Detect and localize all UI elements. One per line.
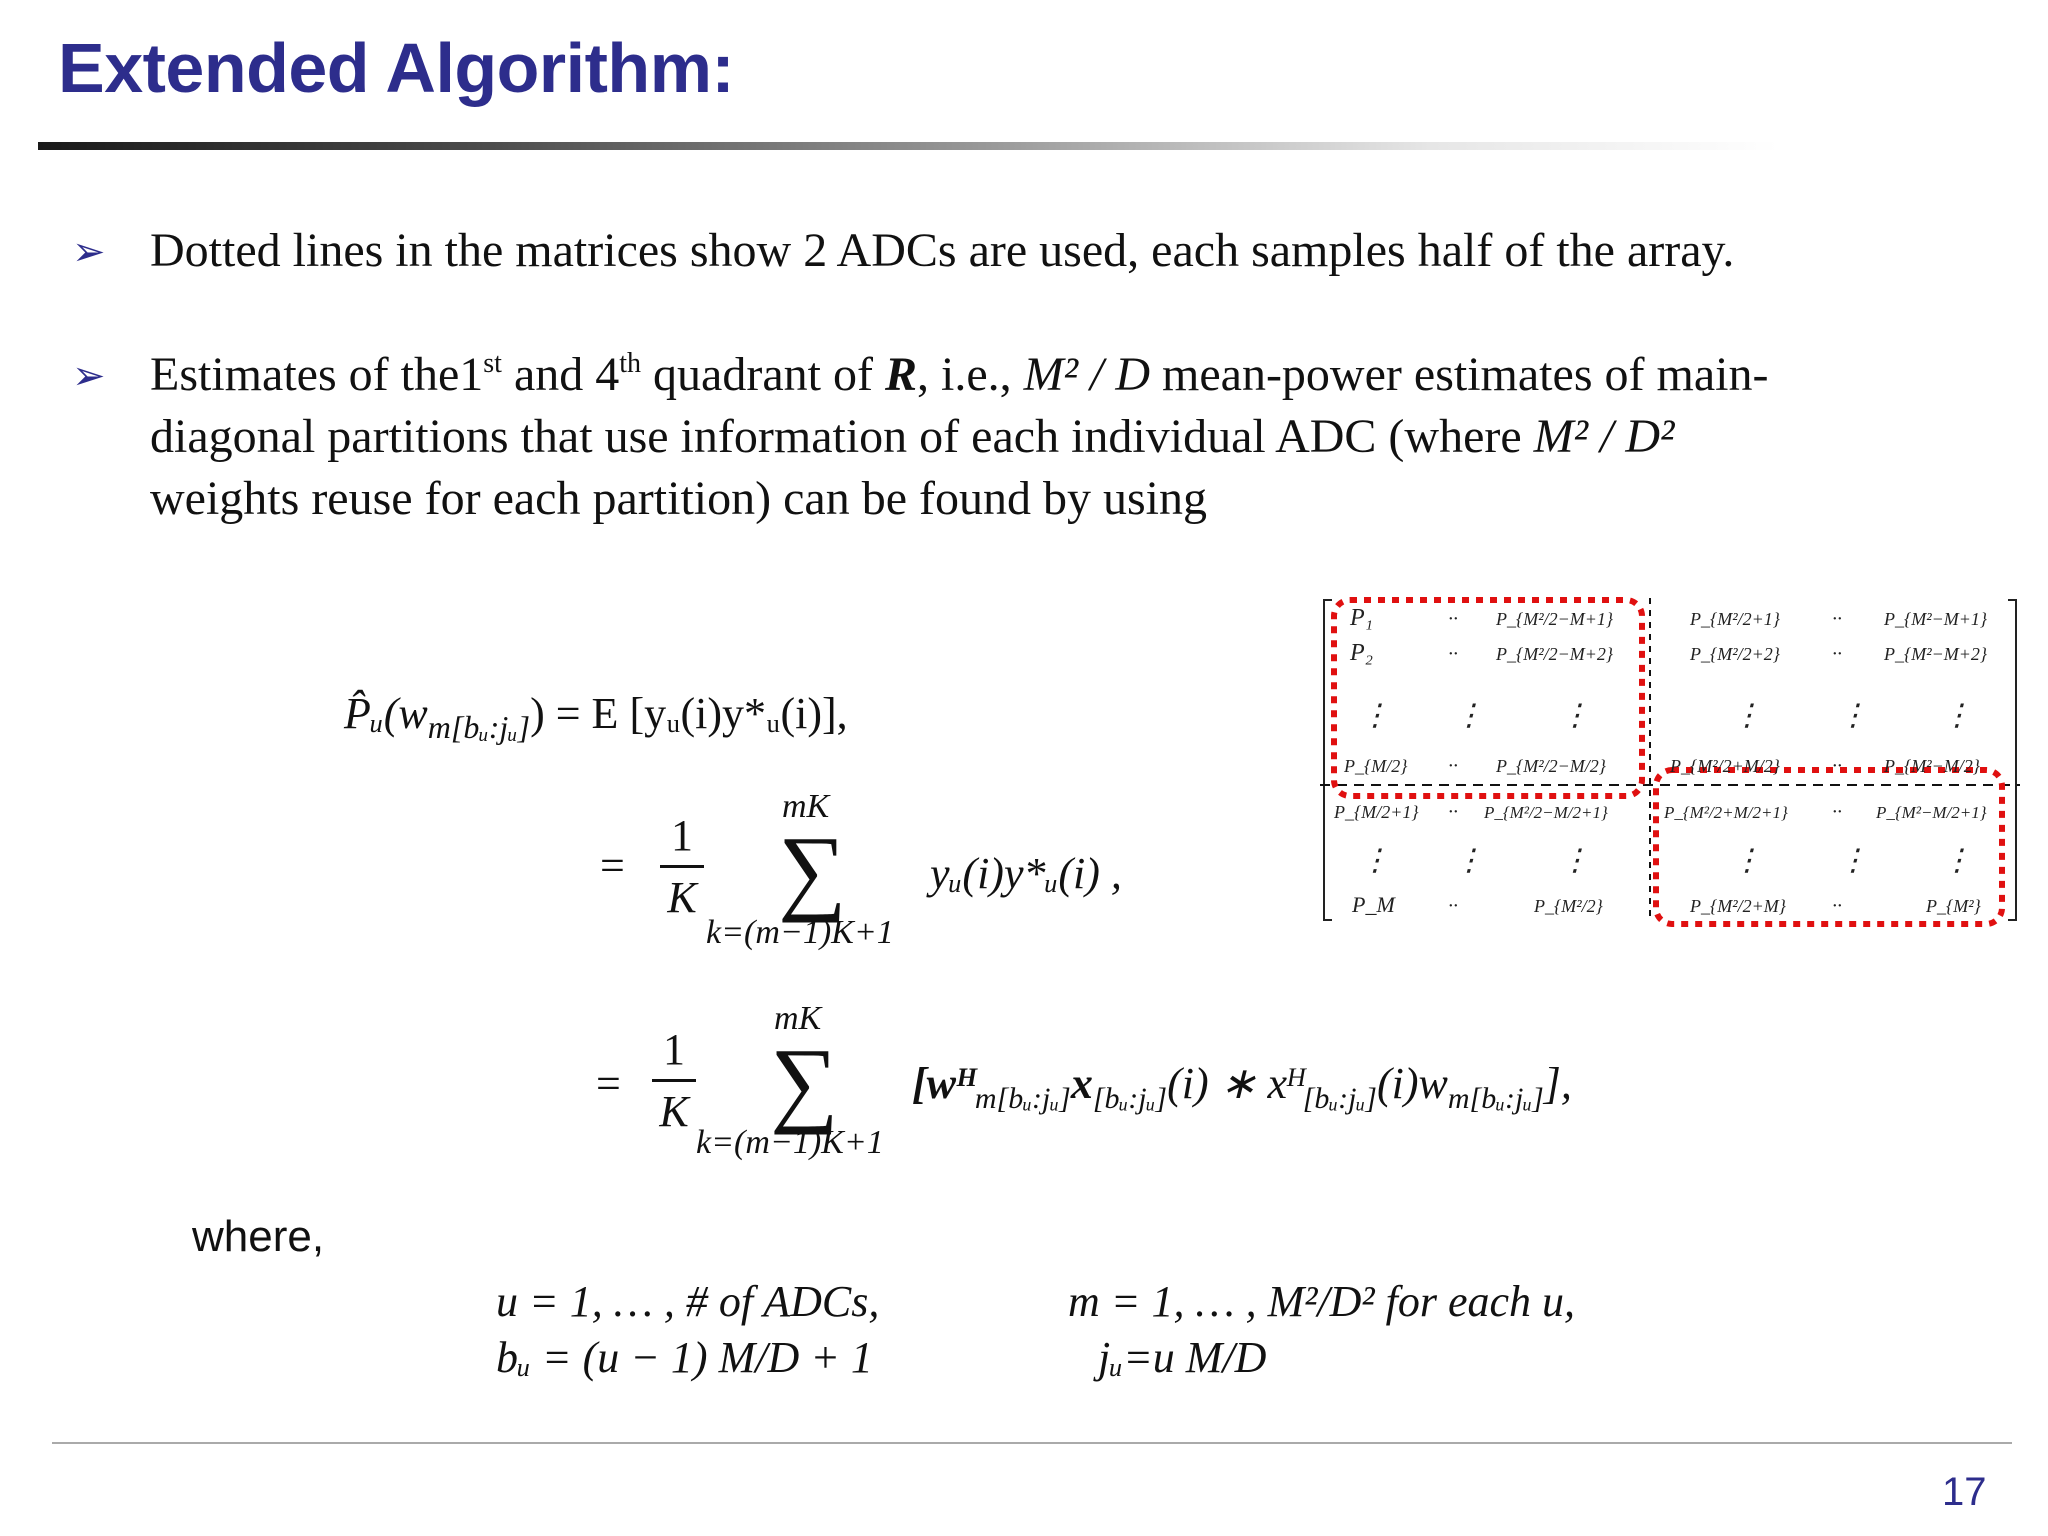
right-bracket: [2008, 600, 2016, 920]
matrix-cell: P_{M²/2+M/2}: [1670, 756, 1780, 776]
bullet-2-part1: Estimates of the1: [150, 348, 484, 401]
vdots: ⋮: [1732, 844, 1762, 877]
eq3-x: x: [1070, 1059, 1093, 1108]
matrix-cell: ··: [1448, 895, 1458, 917]
equation-3-equals: =: [596, 1059, 621, 1108]
left-bracket: [1324, 600, 1332, 920]
equation-3-body: [912, 1058, 1572, 1116]
matrix-cell: ··: [1832, 608, 1842, 630]
matrix-cell: P₂: [1350, 640, 1374, 666]
eq3-end: ],: [1543, 1059, 1572, 1108]
equation-2-body: yᵤ(i)y*ᵤ(i) ,: [930, 849, 1122, 898]
def-b: bᵤ = (u − 1) M/D + 1: [496, 1333, 873, 1382]
matrix-cell: P_{M²/2−M/2}: [1496, 756, 1606, 776]
vdots: ⋮: [1732, 699, 1762, 732]
bullet-arrow-icon: ➢: [72, 353, 106, 398]
sum-upper-limit: mK: [782, 788, 830, 825]
matrix-cell: P_{M²/2}: [1534, 896, 1603, 916]
def-j: jᵤ=u M/D: [1098, 1333, 1267, 1382]
vdots: ⋮: [1454, 844, 1484, 877]
footer-divider: [52, 1442, 2012, 1444]
sup-th: th: [619, 348, 642, 379]
math-M2-over-D: M² / D: [1023, 348, 1150, 401]
matrix-R-symbol: R: [884, 348, 917, 401]
matrix-cell: P_{M²/2−M/2+1}: [1484, 803, 1608, 822]
matrix-cell: P_{M/2}: [1344, 756, 1408, 776]
eq3-sub4: m[bᵤ:jᵤ]: [1447, 1081, 1544, 1115]
matrix-cell: P_{M/2+1}: [1334, 802, 1419, 822]
matrix-cell: P_{M²/2+M/2+1}: [1664, 803, 1788, 822]
eq3-mid: (i) ∗ xᴴ: [1167, 1059, 1303, 1108]
matrix-cell: ··: [1832, 895, 1842, 917]
equation-3-fraction: [652, 1024, 696, 1137]
sup-st: st: [483, 348, 502, 379]
eq1-rhs: ) = E [yᵤ(i)y*ᵤ(i)],: [530, 689, 848, 738]
frac-bar: [660, 865, 704, 868]
vdots: ⋮: [1942, 844, 1972, 877]
eq3-w: [wᴴ: [912, 1059, 975, 1108]
vdots: ⋮: [1560, 699, 1590, 732]
sum-sigma-icon: ∑: [778, 816, 847, 923]
frac-numerator: 1: [663, 1025, 685, 1074]
where-label: where,: [192, 1212, 325, 1261]
eq3-mid2: (i)w: [1376, 1059, 1448, 1108]
bullet-1-text: Dotted lines in the matrices show 2 ADCs are used, each samples half of the array.: [150, 224, 1735, 277]
bullet-2-part4: , i.e.,: [916, 348, 1024, 401]
matrix-cell: ··: [1832, 755, 1842, 777]
matrix-cell: P_{M²−M/2}: [1884, 756, 1980, 776]
sum-sigma-icon: ∑: [770, 1028, 839, 1135]
matrix-cell: P_{M²−M/2+1}: [1876, 803, 1987, 822]
bullet-2-line3: weights reuse for each partition) can be found by using: [150, 472, 1208, 525]
eq3-sub2: [bᵤ:jᵤ]: [1092, 1081, 1168, 1115]
equation-2-fraction: [660, 810, 704, 923]
equation-2-equals: =: [600, 841, 625, 890]
matrix-cell: ··: [1448, 801, 1458, 823]
def-u: u = 1, … , # of ADCs,: [496, 1277, 880, 1326]
matrix-cell: P_{M²/2+2}: [1690, 644, 1780, 664]
vdots: ⋮: [1942, 699, 1972, 732]
matrix-cell: ··: [1832, 643, 1842, 665]
eq1-lhs: P̂ᵤ(w: [344, 689, 428, 738]
vdots: ⋮: [1360, 844, 1390, 877]
matrix-cell: ··: [1448, 643, 1458, 665]
matrix-cell: P_{M²−M+2}: [1884, 644, 1988, 664]
frac-denominator: K: [659, 1087, 689, 1136]
page-number: 17: [1942, 1470, 1987, 1514]
bullet-2-part5: mean-power estimates of main-: [1150, 348, 1769, 401]
bullet-2-part3: quadrant of: [641, 348, 885, 401]
eq3-sub1: m[bᵤ:jᵤ]: [974, 1081, 1071, 1115]
partition-matrix-figure: [1320, 590, 2020, 930]
matrix-cell: P₁: [1350, 605, 1374, 631]
vdots: ⋮: [1838, 844, 1868, 877]
matrix-cell: ··: [1448, 608, 1458, 630]
matrix-cell: ··: [1832, 801, 1842, 823]
sum-upper-limit: mK: [774, 1000, 822, 1037]
matrix-cell: P_{M²/2+M}: [1690, 896, 1786, 916]
bullet-2-part2: and 4: [501, 348, 620, 401]
bullet-2-line2: diagonal partitions that use information of each individual ADC (where: [150, 410, 1534, 463]
vdots: ⋮: [1838, 699, 1868, 732]
eq3-sub3: [bᵤ:jᵤ]: [1302, 1081, 1377, 1115]
bullet-arrow-icon: ➢: [72, 229, 106, 274]
title-divider: [38, 142, 1778, 150]
bullet-2-text: [150, 344, 2010, 530]
frac-denominator: K: [667, 873, 697, 922]
matrix-cell: P_M: [1352, 892, 1395, 917]
vdots: ⋮: [1360, 699, 1390, 732]
matrix-cell: P_{M²/2−M+1}: [1496, 609, 1614, 629]
matrix-cell: P_{M²/2−M+2}: [1496, 644, 1614, 664]
math-M2-over-D2: M² / D²: [1533, 410, 1675, 463]
sum-lower-limit: k=(m−1)K+1: [696, 1124, 884, 1161]
frac-numerator: 1: [671, 811, 693, 860]
def-m: m = 1, … , M²/D² for each u,: [1068, 1277, 1576, 1326]
equation-1: [344, 688, 848, 746]
matrix-cell: P_{M²/2+1}: [1690, 609, 1780, 629]
eq1-lhs-sub: m[bᵤ:jᵤ]: [427, 708, 531, 745]
matrix-cell: P_{M²−M+1}: [1884, 609, 1988, 629]
matrix-cell: ··: [1448, 755, 1458, 777]
slide-title: Extended Algorithm:: [58, 29, 735, 107]
frac-bar: [652, 1079, 696, 1082]
vdots: ⋮: [1560, 844, 1590, 877]
vdots: ⋮: [1454, 699, 1484, 732]
matrix-cell: P_{M²}: [1926, 896, 1981, 916]
sum-lower-limit: k=(m−1)K+1: [706, 914, 894, 951]
